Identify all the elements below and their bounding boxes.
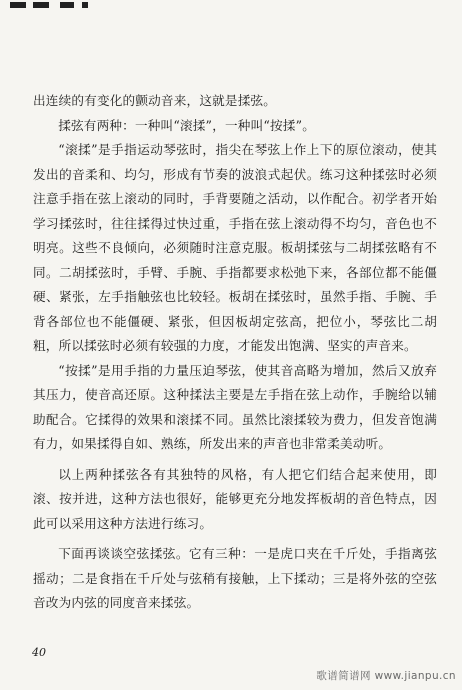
paragraph-6: 下面再谈谈空弦揉弦。它有三种：一是虎口夹在千斤处，手指离弦摇动；二是食指在千斤处与弦稍有接触，上下揉动；三是将外弦的空弦音改为内弦的同度音来揉弦。 — [33, 546, 437, 610]
body-text — [33, 89, 437, 616]
scan-edge-marks — [0, 0, 462, 14]
paragraph-1: 出连续的有变化的颤动音来，这就是揉弦。 — [33, 93, 277, 108]
paragraph-4: “按揉”是用手指的力量压迫琴弦，使其音高略为增加，然后又放弃其压力，使音高还原。这种揉法主要是左手指在弦上动作，手腕给以辅助配合。它揉得的效果和滚揉不同。虽然比滚揉较为费力，但发音饱满有力，如果揉得自如、熟练，所发出来的声音也非常柔美动听。 — [33, 362, 437, 451]
paragraph-5: 以上两种揉弦各有其独特的风格，有人把它们结合起来使用，即滚、按并进，这种方法也很好，能够更充分地发挥板胡的音色特点，因此可以采用这种方法进行练习。 — [33, 466, 437, 531]
paragraph-2: 揉弦有两种：一种叫“滚揉”，一种叫“按揉”。 — [58, 117, 316, 133]
page-number: 40 — [32, 646, 46, 659]
paragraph-3: “滚揉”是手指运动琴弦时，指尖在琴弦上作上下的原位滚动，使其发出的音柔和、均匀，形成有节奏的波浪式起伏。练习这种揉弦时必须注意手指在弦上滚动的同时，手背要随之活动，以作配合。初学者开始学习揉弦时，往往揉得过快过重，手指在弦上滚动得不均匀，音色也不明亮。这些不良倾向，必须随时注意克服。板胡揉弦与二胡揉弦略有不同。二胡揉弦时，手臂、手腕、手指都要求松弛下来，各部位都不能僵硬、紧张，左手指触弦也比较轻。板胡在揉弦时，虽然手指、手腕、手背各部位也不能僵硬、紧张，但因板胡定弦高，把位小，琴弦比二胡粗，所以揉弦时必须有较强的力度，才能发出饱满、坚实的声音来。 — [33, 142, 437, 353]
site-watermark: 歌谱简谱网 www.jianpu.cn — [316, 670, 456, 682]
